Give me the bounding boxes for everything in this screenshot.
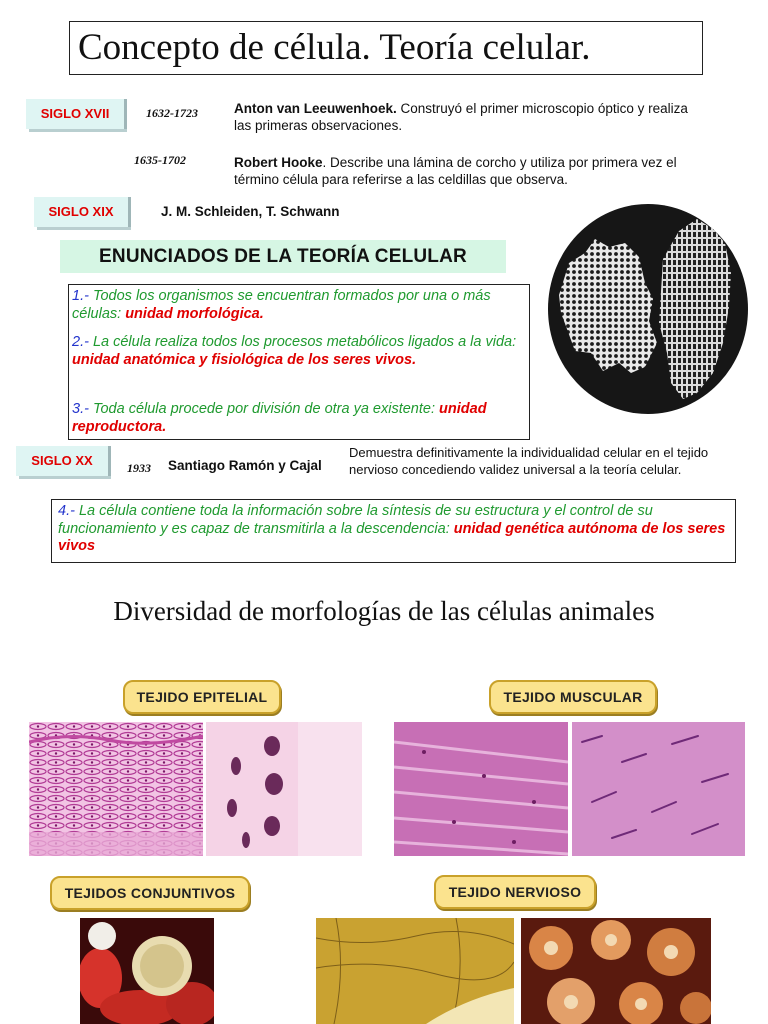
principle-3: 3.- Toda célula procede por división de otra ya existente: unidad reproductora.: [72, 401, 487, 435]
cajal-description: Demuestra definitivamente la individualidad celular en el tejido nervioso concediendo validez universal a la teoría celular.: [349, 445, 709, 477]
hooke-description: [234, 154, 719, 188]
page-title: Concepto de célula. Teoría celular.: [69, 21, 703, 75]
hooke-cork-illustration: [547, 203, 749, 415]
leeuwenhoek-description: [234, 100, 704, 134]
hooke-name: Robert Hooke: [234, 155, 323, 170]
epitelial-micrograph-1: [29, 722, 203, 856]
siglo-xx-label: SIGLO XX: [16, 446, 108, 476]
cajal-year: 1933: [127, 461, 151, 475]
schleiden-schwann-names: J. M. Schleiden, T. Schwann: [161, 204, 340, 219]
tejido-muscular-label: TEJIDO MUSCULAR: [489, 680, 657, 714]
tejido-epitelial-label: TEJIDO EPITELIAL: [123, 680, 281, 714]
hooke-years: 1635-1702: [134, 153, 186, 167]
principle-2: 2.- La célula realiza todos los procesos metabólicos ligados a la vida: unidad anatómica y fisiológica de los seres vivos.: [72, 334, 517, 368]
hooke-text: . Describe una lámina de corcho y utiliza por primera vez el término célula para referirse a las celdillas que observa.: [234, 155, 677, 187]
nervioso-micrograph-2: [521, 918, 711, 1024]
principle-1: 1.- Todos los organismos se encuentran formados por una o más células: unidad morfológica.: [72, 288, 491, 322]
siglo-xvii-label: SIGLO XVII: [26, 99, 124, 129]
cajal-name: Santiago Ramón y Cajal: [168, 458, 322, 473]
principle-4: 4.- La célula contiene toda la información sobre la síntesis de su estructura y el control de su funcionamiento y es capaz de transmitirla a la descendencia: unidad genética autónoma de los seres vivos: [58, 503, 726, 554]
leeuwenhoek-text: Construyó el primer microscopio óptico y realiza las primeras observaciones.: [234, 101, 688, 133]
muscular-micrograph-2: [572, 722, 745, 856]
epitelial-micrograph-2: [206, 722, 362, 856]
enunciados-heading: ENUNCIADOS DE LA TEORÍA CELULAR: [60, 240, 506, 273]
nervioso-micrograph-1: [316, 918, 514, 1024]
leeuwenhoek-years: 1632-1723: [146, 106, 198, 120]
tejido-nervioso-label: TEJIDO NERVIOSO: [434, 875, 596, 909]
leeuwenhoek-name: Anton van Leeuwenhoek.: [234, 101, 397, 116]
tejidos-conjuntivos-label: TEJIDOS CONJUNTIVOS: [50, 876, 250, 910]
section-subtitle: Diversidad de morfologías de las células animales: [113, 596, 655, 626]
conjuntivo-micrograph: [80, 918, 214, 1024]
muscular-micrograph-1: [394, 722, 568, 856]
siglo-xix-label: SIGLO XIX: [34, 197, 128, 227]
